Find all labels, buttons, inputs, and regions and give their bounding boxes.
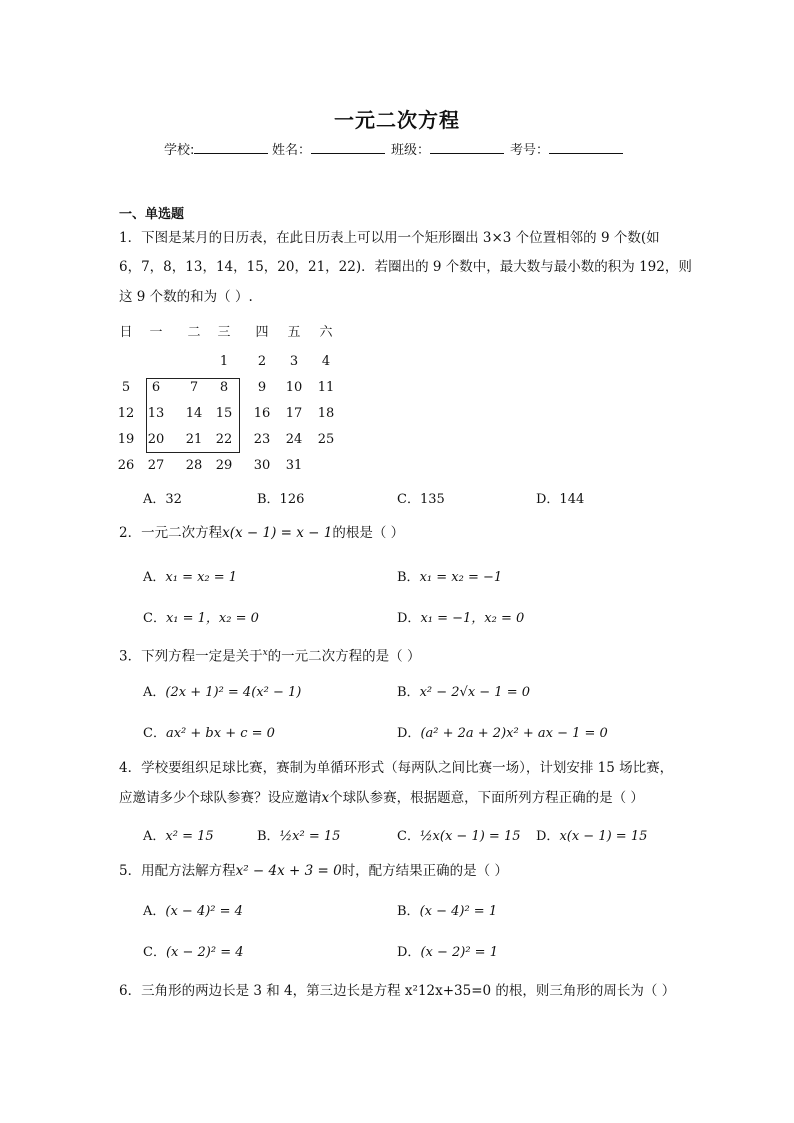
calendar-day: 21	[185, 432, 203, 447]
page-title: 一元二次方程	[334, 108, 460, 132]
q2-b-math: x₁ = x₂ = −1	[419, 570, 503, 585]
calendar-day: 27	[147, 458, 165, 473]
q3-c-label: C．	[143, 726, 166, 741]
q5-stem	[119, 858, 508, 884]
q3-b-label: B．	[397, 685, 420, 700]
q2-equation: x(x − 1) = x − 1	[222, 525, 333, 541]
number-field	[510, 139, 623, 158]
section-heading: 一、单选题	[119, 207, 185, 222]
q2-option-d	[397, 607, 524, 626]
q4-line1: 4．学校要组织足球比赛，赛制为单循环形式（每两队之间比赛一场），计划安排 15 场比赛，	[119, 760, 674, 776]
q2-b-label: B．	[397, 570, 420, 585]
calendar-day: 9	[257, 380, 267, 395]
calendar-weekday: 三	[217, 325, 231, 340]
calendar-weekday: 二	[187, 325, 201, 340]
q1-line2: 6，7，8，13，14，15，20，21，22)．若圈出的 9 个数中，最大数与最小数的积为 192，则	[119, 259, 692, 275]
calendar-day: 19	[117, 432, 135, 447]
q3-c-math: ax² + bx + c = 0	[165, 726, 275, 741]
q5-d-label: D．	[397, 945, 421, 960]
q1-line1: 1．下图是某月的日历表，在此日历表上可以用一个矩形圈出 3×3 个位置相邻的 9 个数(如	[119, 230, 660, 246]
q2-c-math: x₁ = 1，x₂ = 0	[165, 611, 259, 626]
q3-d-label: D．	[397, 726, 421, 741]
q6-stem: 6．三角形的两边长是 3 和 4，第三边长是方程 x²12x+35=0 的根，则三角形的周长为（ ）	[119, 983, 676, 999]
class-field	[391, 139, 504, 158]
calendar-day: 5	[121, 380, 131, 395]
name-blank	[311, 141, 385, 154]
calendar-day: 28	[185, 458, 203, 473]
q2-c-label: C．	[143, 611, 166, 626]
q1-option-a: A．32	[143, 492, 182, 507]
q2-a-math: x₁ = x₂ = 1	[165, 570, 238, 585]
q4-d-label: D．	[536, 829, 560, 844]
q2-stem-text: 2．一元二次方程	[119, 525, 223, 541]
q4-d-math: x(x − 1) = 15	[559, 829, 648, 844]
q5-option-a	[143, 900, 243, 919]
q5-b-math: (x − 4)² = 1	[419, 904, 498, 919]
calendar-selection-box	[146, 378, 240, 453]
calendar-day: 16	[253, 406, 271, 421]
number-blank	[549, 141, 623, 154]
q2-d-label: D．	[397, 611, 421, 626]
q3-stem-text: 3．下列方程一定是关于	[119, 648, 263, 665]
q5-stem-text: 5．用配方法解方程	[119, 863, 236, 879]
q5-option-c	[143, 941, 244, 960]
calendar-day: 8	[219, 380, 229, 395]
q3-a-math: (2x + 1)² = 4(x² − 1)	[165, 685, 302, 700]
q3-variable: x	[262, 648, 268, 658]
q5-option-b	[397, 900, 497, 919]
q3-b-math: x² − 2√x − 1 = 0	[419, 685, 531, 700]
q3-stem	[119, 640, 420, 670]
q2-option-c	[143, 607, 259, 626]
q2-option-b	[397, 566, 502, 585]
q4-a-math: x² = 15	[165, 829, 214, 844]
q5-a-label: A．	[143, 904, 166, 919]
class-label: 班级：	[391, 143, 431, 158]
calendar-day: 12	[117, 406, 135, 421]
q1-line3: 这 9 个数的和为（ ）.	[119, 289, 253, 305]
q5-d-math: (x − 2)² = 1	[420, 945, 498, 960]
calendar-day: 24	[285, 432, 303, 447]
calendar-day: 10	[285, 380, 303, 395]
school-label: 学校:	[164, 143, 195, 158]
q4-b-label: B．	[257, 829, 280, 844]
q2-d-math: x₁ = −1，x₂ = 0	[420, 611, 525, 626]
q2-stem-tail: 的根是（ ）	[332, 525, 405, 541]
calendar-day: 17	[285, 406, 303, 421]
q4-option-a	[143, 825, 214, 844]
q4-line2-text: 应邀请多少个球队参赛？设应邀请	[119, 790, 322, 806]
q2-a-label: A．	[143, 570, 166, 585]
q3-option-d	[397, 722, 608, 741]
q5-a-math: (x − 4)² = 4	[165, 904, 243, 919]
school-blank	[194, 141, 268, 154]
q4-variable: x	[321, 790, 330, 806]
name-field	[272, 139, 385, 158]
calendar-day: 3	[289, 354, 299, 369]
calendar-day: 4	[321, 354, 331, 369]
q1-option-d: D．144	[536, 492, 585, 507]
q4-c-label: C．	[397, 829, 420, 844]
q4-option-d	[536, 825, 647, 844]
calendar-day: 18	[317, 406, 335, 421]
calendar-weekday: 六	[319, 325, 333, 340]
q4-option-c	[397, 825, 521, 844]
calendar-day: 30	[253, 458, 271, 473]
calendar-day: 7	[189, 380, 199, 395]
q5-stem-tail: 时，配方结果正确的是（ ）	[341, 863, 508, 879]
q5-c-label: C．	[143, 945, 166, 960]
name-label: 姓名：	[272, 143, 312, 158]
calendar-day: 22	[215, 432, 233, 447]
q4-b-math: ½x² = 15	[279, 829, 341, 844]
q2-stem	[119, 520, 404, 546]
calendar-day: 25	[317, 432, 335, 447]
q5-b-label: B．	[397, 904, 420, 919]
calendar-day: 1	[219, 354, 229, 369]
q4-line2-tail: 个球队参赛，根据题意，下面所列方程正确的是（ ）	[329, 790, 644, 806]
calendar-day: 14	[185, 406, 203, 421]
q3-stem-tail: 的一元二次方程的是（ ）	[267, 648, 421, 665]
school-field	[164, 139, 268, 158]
calendar-day: 11	[317, 380, 335, 395]
class-blank	[430, 141, 504, 154]
calendar-day: 6	[151, 380, 161, 395]
calendar-day: 29	[215, 458, 233, 473]
calendar-weekday: 五	[287, 325, 301, 340]
q4-option-b	[257, 825, 340, 844]
q3-d-math: (a² + 2a + 2)x² + ax − 1 = 0	[420, 726, 608, 741]
calendar-day: 15	[215, 406, 233, 421]
calendar-day: 23	[253, 432, 271, 447]
calendar-day: 2	[257, 354, 267, 369]
calendar-day: 13	[147, 406, 165, 421]
number-label: 考号：	[510, 143, 550, 158]
q1-option-c: C．135	[397, 492, 445, 507]
q3-a-label: A．	[143, 685, 166, 700]
calendar-weekday: 四	[255, 325, 269, 340]
q5-option-d	[397, 941, 498, 960]
q2-option-a	[143, 566, 237, 585]
calendar-day: 20	[147, 432, 165, 447]
q3-option-b	[397, 681, 530, 700]
q3-option-a	[143, 681, 301, 700]
q1-option-b: B．126	[257, 492, 305, 507]
q4-line2	[119, 785, 644, 811]
q5-equation: x² − 4x + 3 = 0	[235, 863, 342, 879]
calendar-day: 31	[285, 458, 303, 473]
calendar-weekday: 一	[149, 325, 163, 340]
q4-a-label: A．	[143, 829, 166, 844]
q3-option-c	[143, 722, 275, 741]
calendar-weekday: 日	[119, 325, 133, 340]
calendar-day: 26	[117, 458, 135, 473]
q4-c-math: ½x(x − 1) = 15	[419, 829, 521, 844]
q5-c-math: (x − 2)² = 4	[165, 945, 244, 960]
